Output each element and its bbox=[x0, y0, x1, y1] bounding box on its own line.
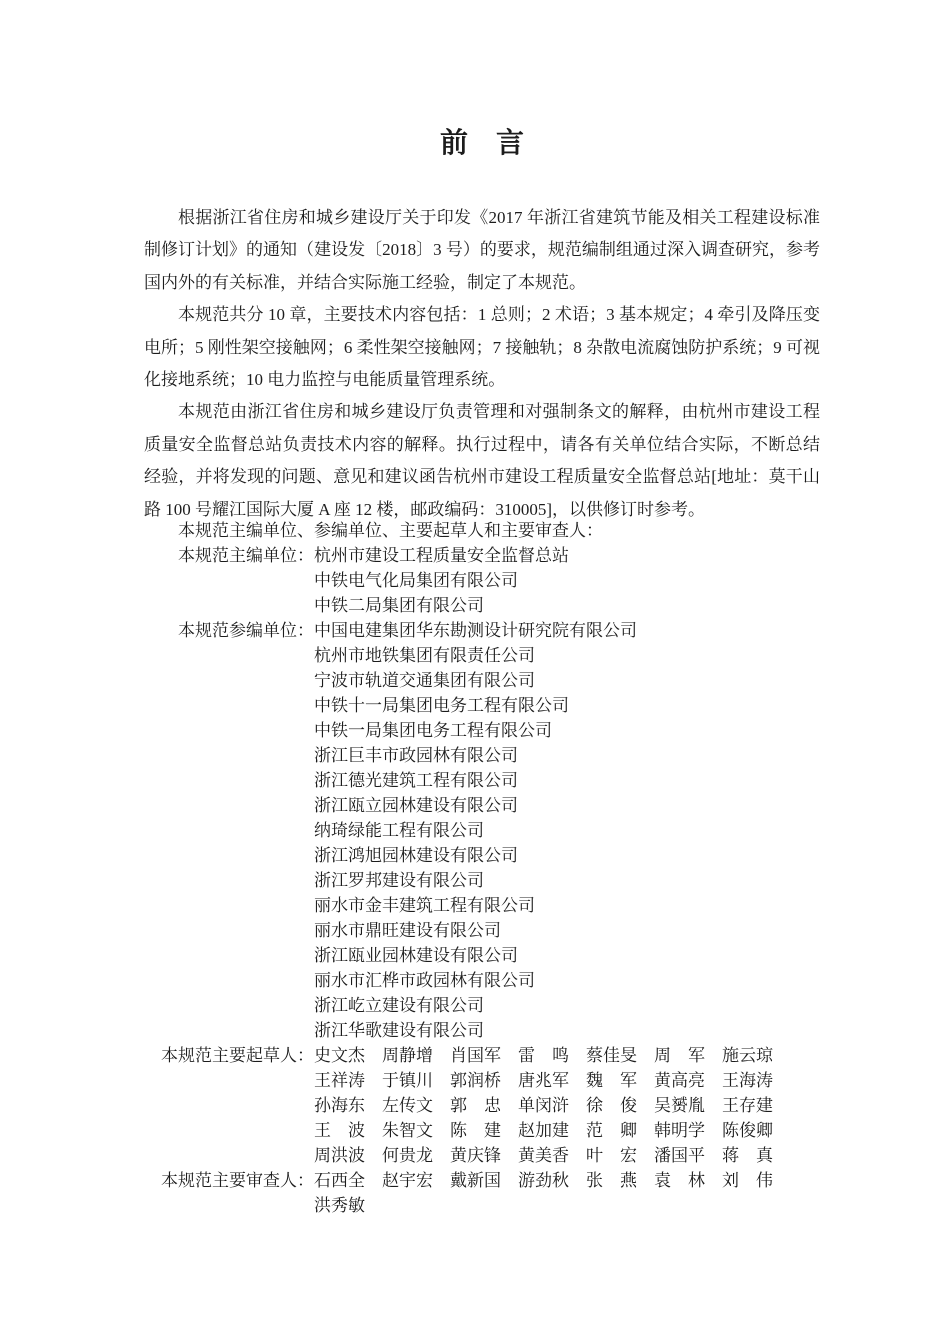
chief-editors-label: 本规范主编单位： bbox=[178, 546, 314, 566]
organization-name: 浙江罗邦建设有限公司 bbox=[314, 871, 484, 891]
paragraph-management: 本规范由浙江省住房和城乡建设厅负责管理和对强制条文的解释，由杭州市建设工程质量安全监督总站负责技术内容的解释。执行过程中，请各有关单位结合实际，不断总结经验，并将发现的问题、意见和建议函告杭州市建设工程质量安全监督总站[地址：莫干山路 100 号耀江国际大厦 A 座 12 楼，邮政编码：310005]，以供修订时参考。 bbox=[144, 402, 820, 519]
organization-name: 浙江华歌建设有限公司 bbox=[314, 1021, 484, 1041]
drafter-names-line: 史文杰 周静增 肖国军 雷 鸣 蔡佳旻 周 军 施云琼 bbox=[314, 1046, 773, 1066]
organization-name: 浙江瓯业园林建设有限公司 bbox=[314, 946, 518, 966]
drafters-list bbox=[314, 1043, 820, 1168]
organization-name: 中铁电气化局集团有限公司 bbox=[314, 571, 518, 591]
participants-label: 本规范参编单位： bbox=[178, 621, 314, 641]
paragraph-contents: 本规范共分 10 章，主要技术内容包括：1 总则；2 术语；3 基本规定；4 牵引及降压变电所；5 刚性架空接触网；6 柔性架空接触网；7 接触轨；8 杂散电流腐蚀防护系统；9 可视化接地系统；10 电力监控与电能质量管理系统。 bbox=[144, 305, 820, 390]
reviewers-label: 本规范主要审查人： bbox=[161, 1171, 314, 1191]
intro-paragraphs bbox=[144, 202, 820, 526]
organization-name: 中国电建集团华东勘测设计研究院有限公司 bbox=[314, 621, 637, 641]
organization-name: 丽水市鼎旺建设有限公司 bbox=[314, 921, 501, 941]
organization-name: 宁波市轨道交通集团有限公司 bbox=[314, 671, 535, 691]
organization-name: 中铁二局集团有限公司 bbox=[314, 596, 484, 616]
drafters-row bbox=[144, 1043, 820, 1168]
organization-name: 浙江巨丰市政园林有限公司 bbox=[314, 746, 518, 766]
reviewer-names-line: 石西全 赵宇宏 戴新国 游劲秋 张 燕 袁 林 刘 伟 bbox=[314, 1171, 773, 1191]
reviewers-row bbox=[144, 1168, 820, 1218]
drafters-label: 本规范主要起草人： bbox=[161, 1046, 314, 1066]
reviewers-list bbox=[314, 1168, 820, 1218]
drafter-names-line: 周洪波 何贵龙 黄庆锋 黄美香 叶 宏 潘国平 蒋 真 bbox=[314, 1146, 773, 1166]
organization-name: 丽水市汇桦市政园林有限公司 bbox=[314, 971, 535, 991]
participants-list bbox=[314, 618, 820, 1043]
chief-editors-list bbox=[314, 543, 820, 618]
drafter-names-line: 王 波 朱智文 陈 建 赵加建 范 卿 韩明学 陈俊卿 bbox=[314, 1121, 773, 1141]
organization-name: 中铁一局集团电务工程有限公司 bbox=[314, 721, 552, 741]
organization-name: 杭州市建设工程质量安全监督总站 bbox=[314, 546, 569, 566]
page-content bbox=[144, 124, 820, 1218]
page-title: 前 言 bbox=[439, 128, 524, 159]
organization-name: 中铁十一局集团电务工程有限公司 bbox=[314, 696, 569, 716]
reviewer-names-line: 洪秀敏 bbox=[314, 1196, 365, 1216]
organization-name: 浙江屹立建设有限公司 bbox=[314, 996, 484, 1016]
organization-name: 丽水市金丰建筑工程有限公司 bbox=[314, 896, 535, 916]
chief-editors-row bbox=[144, 543, 820, 618]
drafter-names-line: 孙海东 左传文 郭 忠 单闵浒 徐 俊 吴赟胤 王存建 bbox=[314, 1096, 773, 1116]
organization-name: 浙江瓯立园林建设有限公司 bbox=[314, 796, 518, 816]
organization-name: 杭州市地铁集团有限责任公司 bbox=[314, 646, 535, 666]
drafter-names-line: 王祥涛 于镇川 郭润桥 唐兆军 魏 军 黄高亮 王海涛 bbox=[314, 1071, 773, 1091]
organization-name: 浙江鸿旭园林建设有限公司 bbox=[314, 846, 518, 866]
organization-name: 浙江德光建筑工程有限公司 bbox=[314, 771, 518, 791]
credits-lead-in: 本规范主编单位、参编单位、主要起草人和主要审查人： bbox=[178, 521, 603, 541]
paragraph-basis: 根据浙江省住房和城乡建设厅关于印发《2017 年浙江省建筑节能及相关工程建设标准制修订计划》的通知（建设发〔2018〕3 号）的要求，规范编制组通过深入调查研究，参考国内外的有关标准，并结合实际施工经验，制定了本规范。 bbox=[144, 208, 820, 292]
organization-name: 纳琦绿能工程有限公司 bbox=[314, 821, 484, 841]
credits-section bbox=[144, 518, 820, 1218]
participants-row bbox=[144, 618, 820, 1043]
